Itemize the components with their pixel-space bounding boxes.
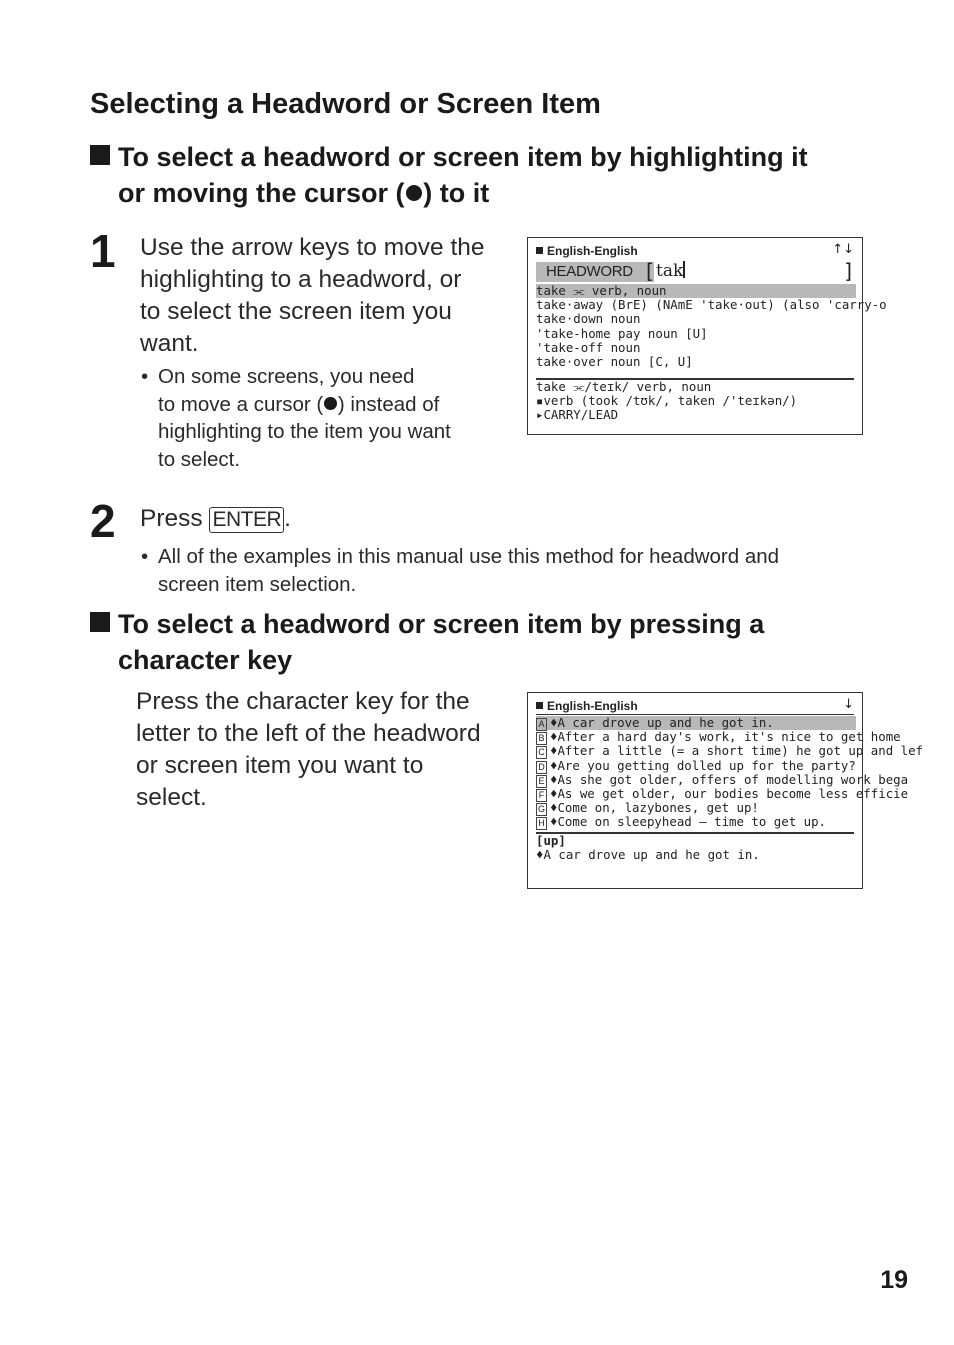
headword-label: HEADWORD: [536, 262, 654, 282]
bullet-icon: •: [141, 545, 149, 568]
headword-input-value: [656, 260, 685, 282]
press-label: Press: [140, 505, 203, 532]
square-bullet-icon: [90, 612, 110, 632]
method1-heading-line1: To select a headword or screen item by highlighting it: [118, 142, 808, 172]
example-list-item[interactable]: [536, 815, 856, 829]
step2-note: [141, 543, 780, 598]
step1-line: to select the screen item you: [140, 298, 452, 325]
example-list-item[interactable]: [536, 801, 856, 815]
text-caret: [683, 261, 685, 278]
square-bullet-icon: [90, 145, 110, 165]
key-label-icon: G: [537, 804, 545, 815]
page-number: 19: [880, 1266, 908, 1294]
headword-list-item[interactable]: take ⫘ verb, noun: [536, 284, 856, 298]
step1-number: 1: [90, 225, 116, 277]
example-text: ♦Come on, lazybones, get up!: [550, 800, 759, 816]
dictionary-screen-2: [527, 692, 923, 889]
step1-line: highlighting to a headword, or: [140, 266, 462, 293]
up-down-arrows-icon: ↑↓: [832, 242, 854, 257]
method2-line: letter to the left of the headword: [136, 720, 481, 747]
step2-text: [140, 503, 291, 535]
dictionary-screen-1: [527, 237, 887, 435]
example-text: ♦After a hard day's work, it's nice to get home: [550, 729, 901, 745]
example-list-item[interactable]: [536, 743, 923, 759]
step1-note-line: ) instead of: [337, 392, 440, 416]
preview-line: take ⫘/teɪk/ verb, noun: [536, 379, 712, 394]
key-label-icon: F: [536, 789, 547, 802]
method1-heading-line2a: or moving the cursor (: [118, 178, 405, 208]
step1-line: Use the arrow keys to move the: [140, 234, 485, 261]
key-label-icon: A: [536, 718, 547, 731]
example-list: [536, 715, 923, 830]
headword-value: tak: [656, 261, 684, 281]
key-label-icon: B: [536, 732, 547, 745]
step1-note-line: to select.: [158, 447, 241, 471]
method2-line: select.: [136, 784, 207, 811]
headword-list-item[interactable]: 'take-off noun: [536, 339, 641, 355]
method1-heading-line2b: ) to it: [423, 178, 490, 208]
square-bullet-icon: [536, 247, 543, 254]
headword-list-item[interactable]: take·away (BrE) (NAmE 'take·out) (also 'carry-o: [536, 297, 887, 313]
headword-input[interactable]: [646, 260, 852, 282]
method2-heading: [90, 606, 764, 678]
step1-text: [140, 232, 485, 360]
key-label-icon: E: [536, 775, 547, 788]
example-text: ♦As we get older, our bodies become less efficie: [550, 785, 909, 801]
step1-note-line: highlighting to the item you want: [158, 420, 451, 443]
example-list-item[interactable]: [536, 785, 909, 801]
example-list-item[interactable]: [536, 771, 909, 787]
example-list-item[interactable]: [536, 729, 901, 745]
preview-line: [up]: [536, 833, 566, 848]
screen-title: [536, 244, 638, 258]
example-text: ♦Come on sleepyhead — time to get up.: [550, 814, 827, 830]
example-list-item[interactable]: [536, 716, 856, 730]
headword-list-item[interactable]: take·down noun: [536, 311, 641, 327]
step2-note-line: screen item selection.: [158, 572, 357, 596]
preview-line: ♦A car drove up and he got in.: [536, 847, 760, 863]
example-text: ♦Are you getting dolled up for the party?: [550, 757, 856, 773]
step1-note-line: to move a cursor (: [158, 392, 324, 416]
screen-title: [536, 699, 638, 713]
example-text: ♦As she got older, offers of modelling work bega: [550, 771, 909, 787]
key-label-icon: D: [536, 761, 547, 774]
example-list-item[interactable]: [536, 759, 856, 773]
method2-heading-line1: To select a headword or screen item by pressing a: [118, 609, 765, 639]
preview-line: ▪verb (took /tʊk/, taken /'teɪkən/): [536, 393, 798, 409]
example-text: ♦After a little (= a short time) he got up and lef: [550, 743, 923, 759]
step2-note-line: All of the examples in this manual use this method for headword and: [158, 545, 780, 568]
step1-line: want.: [140, 330, 199, 357]
method1-heading: [90, 139, 808, 211]
bullet-icon: •: [141, 365, 149, 388]
screen-title-text: English-English: [547, 244, 638, 258]
method2-heading-line2: character key: [118, 645, 293, 675]
method2-line: Press the character key for the: [136, 688, 470, 715]
method2-text: [136, 686, 481, 814]
left-bracket-icon: [: [646, 259, 654, 283]
step1-note: [141, 363, 451, 473]
square-bullet-icon: [536, 702, 543, 709]
screen-title-text: English-English: [547, 699, 638, 713]
key-label-icon: H: [536, 817, 547, 830]
step1-note-line: On some screens, you need: [158, 365, 415, 388]
headword-list-item[interactable]: take·over noun [C, U]: [536, 353, 693, 369]
down-arrow-icon: ↓: [843, 697, 854, 712]
preview-pane: [536, 380, 856, 423]
example-text: ♦A car drove up and he got in.: [550, 715, 774, 730]
preview-line: ▸CARRY/LEAD: [536, 407, 619, 423]
step2-period: .: [284, 505, 291, 532]
headword-list: [536, 283, 887, 369]
step2-number: 2: [90, 495, 116, 547]
headword-list-item[interactable]: 'take-home pay noun [U]: [536, 325, 708, 341]
cursor-dot-icon: [406, 185, 423, 202]
enter-key-icon: ENTER: [209, 507, 284, 533]
preview-pane: [536, 834, 856, 862]
key-label-icon: C: [536, 746, 547, 759]
right-bracket-icon: ]: [844, 259, 852, 283]
section-title: Selecting a Headword or Screen Item: [90, 88, 601, 120]
method2-line: or screen item you want to: [136, 752, 424, 779]
cursor-dot-icon: [324, 397, 337, 410]
